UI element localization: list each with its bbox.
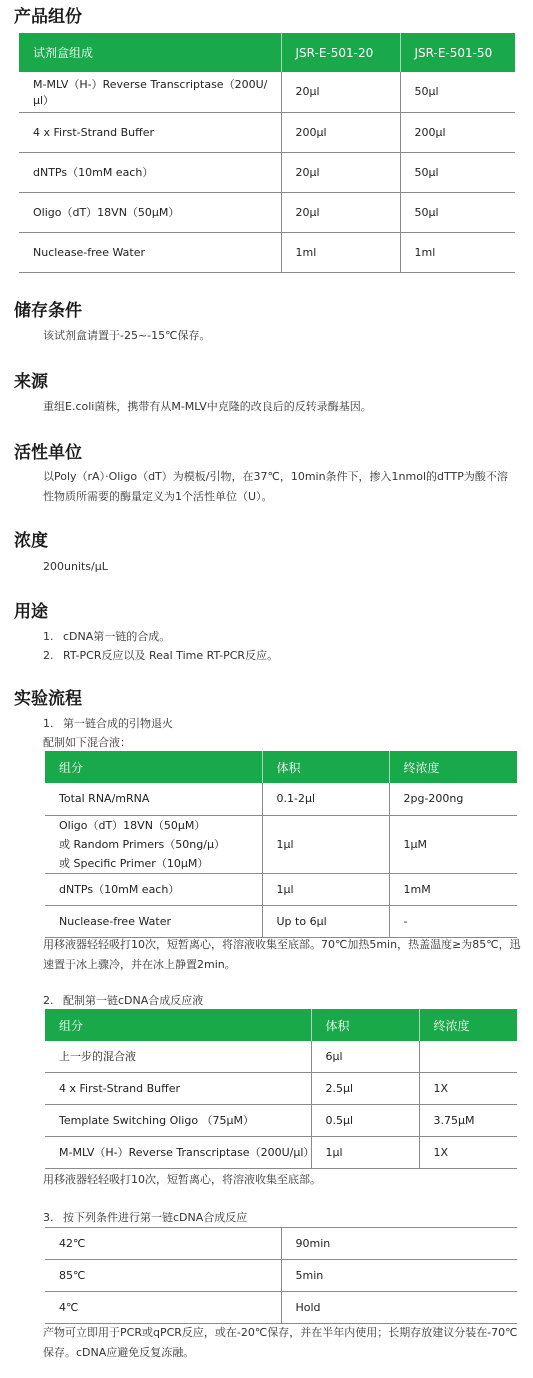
step2-table-header [45, 1009, 517, 1041]
table-cell: dNTPs（10mM each） [45, 873, 262, 905]
table-cell: 1X [419, 1136, 517, 1168]
table-header-cell: JSR-E-501-20 [281, 33, 400, 72]
table-cell: 1μl [311, 1136, 419, 1168]
list-item: 2. RT-PCR反应以及 Real Time RT-PCR反应。 [43, 649, 279, 662]
step2-title: 2. 配制第一链cDNA合成反应液 [43, 994, 204, 1007]
table-row [45, 873, 517, 905]
step3-note-line-2: 保存。cDNA应避免反复冻融。 [43, 1346, 195, 1359]
section-title-usage: 用途 [14, 602, 48, 622]
table-cell: 4 x First-Strand Buffer [19, 112, 281, 152]
usage-list [43, 627, 278, 665]
table-cell: 50μl [400, 192, 515, 232]
table-cell: 1μM [389, 815, 517, 873]
step3-table [45, 1227, 517, 1324]
table-cell: 2pg-200ng [389, 783, 517, 815]
table-cell: 5min [281, 1260, 517, 1292]
step1-table [45, 751, 517, 938]
table-cell: 1X [419, 1072, 517, 1104]
step2-note: 用移液器轻轻吸打10次，短暂离心，将溶液收集至底部。 [43, 1173, 321, 1186]
table-cell: 0.5μl [311, 1104, 419, 1136]
table-header-cell: 体积 [262, 751, 389, 783]
concentration-text: 200units/μL [43, 560, 108, 573]
step3-note-line-1: 产物可立即用于PCR或qPCR反应，或在-20℃保存，并在半年内使用；长期存放建议分装在-70℃ [43, 1326, 518, 1339]
table-cell: Nuclease-free Water [19, 232, 281, 272]
table-row [19, 112, 515, 152]
table-row [45, 1104, 517, 1136]
table-cell: 3.75μM [419, 1104, 517, 1136]
unit-text-line-2: 性物质所需要的酶量定义为1个活性单位（U）。 [43, 490, 273, 503]
table-cell: 85℃ [45, 1260, 281, 1292]
table-cell: 20μl [281, 72, 400, 112]
table-cell: Nuclease-free Water [45, 905, 262, 937]
table-header-cell: 终浓度 [419, 1009, 517, 1041]
table-cell: 200μl [281, 112, 400, 152]
table-cell: 1μl [262, 815, 389, 873]
table-cell: 50μl [400, 152, 515, 192]
section-title-components: 产品组份 [14, 7, 82, 27]
step1-note-line-1: 用移液器轻轻吸打10次，短暂离心，将溶液收集至底部。70℃加热5min，热盖温度≥为85℃，迅 [43, 938, 521, 951]
table-cell: Oligo（dT）18VN（50μM） 或 Random Primers（50ng/μ） 或 Specific Primer（10μM） [45, 815, 262, 873]
table-row [45, 1041, 517, 1072]
table-cell: 4 x First-Strand Buffer [45, 1072, 311, 1104]
source-text: 重组E.coli菌株，携带有从M-MLV中克隆的改良后的反转录酶基因。 [43, 400, 372, 413]
table-cell: Total RNA/mRNA [45, 783, 262, 815]
section-title-storage: 储存条件 [14, 301, 82, 321]
table-header-cell: 试剂盒组成 [19, 33, 281, 72]
table-cell: M-MLV（H-）Reverse Transcriptase（200U/μl） [19, 72, 281, 112]
table-row [45, 1072, 517, 1104]
table-cell: dNTPs（10mM each） [19, 152, 281, 192]
table-row [45, 1136, 517, 1168]
table-header-cell: 组分 [45, 751, 262, 783]
unit-text-line-1: 以Poly（rA）·Oligo（dT）为模板/引物，在37℃，10min条件下，掺入1nmol的dTTP为酸不溶 [43, 470, 508, 483]
step1-table-header [45, 751, 517, 783]
table-header-cell: 体积 [311, 1009, 419, 1041]
table-row [19, 232, 515, 272]
table-header-cell: 终浓度 [389, 751, 517, 783]
table-row [45, 1292, 517, 1324]
table-cell: 上一步的混合液 [45, 1041, 311, 1072]
table-cell: M-MLV（H-）Reverse Transcriptase（200U/μl） [45, 1136, 311, 1168]
table-cell: 6μl [311, 1041, 419, 1072]
table-row [45, 1260, 517, 1292]
list-item: 1. cDNA第一链的合成。 [43, 630, 171, 643]
step3-title: 3. 按下列条件进行第一链cDNA合成反应 [43, 1211, 248, 1224]
step2-table [45, 1009, 517, 1169]
section-title-source: 来源 [14, 372, 48, 392]
step1-subtitle: 配制如下混合液： [43, 736, 131, 749]
table-cell [419, 1041, 517, 1072]
storage-text: 该试剂盒请置于-25~-15℃保存。 [43, 329, 211, 342]
section-title-unit: 活性单位 [14, 443, 82, 463]
table-cell: - [389, 905, 517, 937]
table-row [19, 152, 515, 192]
section-title-concentration: 浓度 [14, 531, 48, 551]
components-table [19, 33, 515, 273]
table-cell: 1mM [389, 873, 517, 905]
table-row [45, 905, 517, 937]
table-row [45, 783, 517, 815]
table-cell: Hold [281, 1292, 517, 1324]
table-cell: Oligo（dT）18VN（50μM） [19, 192, 281, 232]
table-header-cell: 组分 [45, 1009, 311, 1041]
table-cell: 4℃ [45, 1292, 281, 1324]
table-cell: 0.1-2μl [262, 783, 389, 815]
table-row [19, 72, 515, 112]
table-row [45, 1228, 517, 1260]
table-cell: 20μl [281, 192, 400, 232]
table-cell: 42℃ [45, 1228, 281, 1260]
table-cell: Template Switching Oligo （75μM） [45, 1104, 311, 1136]
table-header-cell: JSR-E-501-50 [400, 33, 515, 72]
table-cell: 1ml [400, 232, 515, 272]
table-row [45, 815, 517, 873]
table-cell: 2.5μl [311, 1072, 419, 1104]
step1-note-line-2: 速置于冰上骤冷，并在冰上静置2min。 [43, 958, 236, 971]
table-cell: Up to 6μl [262, 905, 389, 937]
table-cell: 20μl [281, 152, 400, 192]
step1-title: 1. 第一链合成的引物退火 [43, 717, 173, 730]
table-cell: 90min [281, 1228, 517, 1260]
table-cell: 50μl [400, 72, 515, 112]
table-cell: 1μl [262, 873, 389, 905]
components-table-header [19, 33, 515, 72]
table-row [19, 192, 515, 232]
table-cell: 1ml [281, 232, 400, 272]
section-title-protocol: 实验流程 [14, 689, 82, 709]
table-cell: 200μl [400, 112, 515, 152]
